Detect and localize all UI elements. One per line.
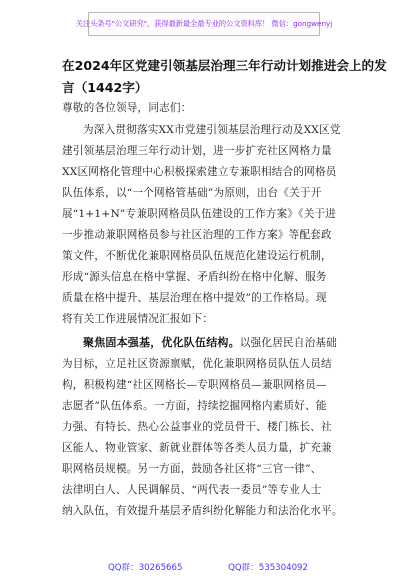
paragraph-line: 法律明白人、人民调解员、“两代表一委员”等专业人士: [62, 484, 322, 496]
promo-banner: [75, 12, 333, 36]
footer-qq-groups: [108, 559, 308, 575]
paragraph-line: 展“1+1+N”专兼职网格员队伍建设的工作方案》《关于进: [62, 208, 337, 220]
document-title-line-1: 在2024年区党建引领基层治理三年行动计划推进会上的发: [62, 58, 387, 73]
section-first-line: [83, 334, 360, 350]
document-title-line-2: 言（1442字）: [62, 80, 148, 95]
paragraph-line: 志愿者”队伍体系。一方面，持续挖掘网格内素质好、能: [62, 400, 327, 412]
paragraph-line: 职网格员规模。另一方面，鼓励各社区将“三官一律”、: [62, 463, 322, 475]
paragraph-line: 纳入队伍，有效提升基层矛盾纠纷化解能力和法治化水平。: [62, 505, 343, 517]
paragraph-line: 策文件，不断优化兼职网格员队伍规范化建设运行机制，: [62, 250, 332, 262]
paragraph-line: 构，积极构建“社区网格长—专职网格员—兼职网格员—: [62, 379, 327, 391]
paragraph-line: 建引领基层治理三年行动计划，进一步扩充社区网格力量: [62, 145, 332, 157]
paragraph-line: 形成“源头信息在格中掌握、矛盾纠纷在格中化解、服务: [62, 271, 327, 283]
promo-text: 关注头条号"公文研究"，获得最新最全最专业的公文资料库！ 微信：gongwenyj: [75, 19, 333, 28]
paragraph-line: 区能人、物业管家、新就业群体等各类人员力量，扩充兼: [62, 442, 332, 454]
greeting: 尊敬的各位领导，同志们：: [62, 102, 192, 114]
paragraph-line: 队伍体系，以“一个网格管基础”为原则，出台《关于开: [62, 187, 322, 199]
paragraph-line: 为深入贯彻落实XX市党建引领基层治理行动及XX区党: [83, 124, 341, 136]
qq-group-1: QQ群：30265665: [108, 563, 183, 573]
section-first-line-rest: 以强化居民自治基础: [239, 337, 337, 349]
paragraph-line: 力强、有特长、热心公益事业的党员骨干、楼门栋长、社: [62, 421, 332, 433]
paragraph-line: 一步推动兼职网格员参与社区治理的工作方案》等配套政: [62, 229, 332, 241]
paragraph-line: 质量在格中提升、基层治理在格中提效”的工作格局。现: [62, 292, 327, 304]
paragraph-line: XX区网格化管理中心积极探索建立专兼职相结合的网格员: [62, 166, 337, 178]
section-heading: 聚焦固本强基，优化队伍结构。: [83, 336, 240, 349]
paragraph-line: 为目标，立足社区资源禀赋，优化兼职网格员队伍人员结: [62, 358, 332, 370]
qq-group-2: QQ群：535304092: [228, 563, 308, 573]
paragraph-line: 将有关工作进展情况汇报如下：: [62, 313, 214, 325]
